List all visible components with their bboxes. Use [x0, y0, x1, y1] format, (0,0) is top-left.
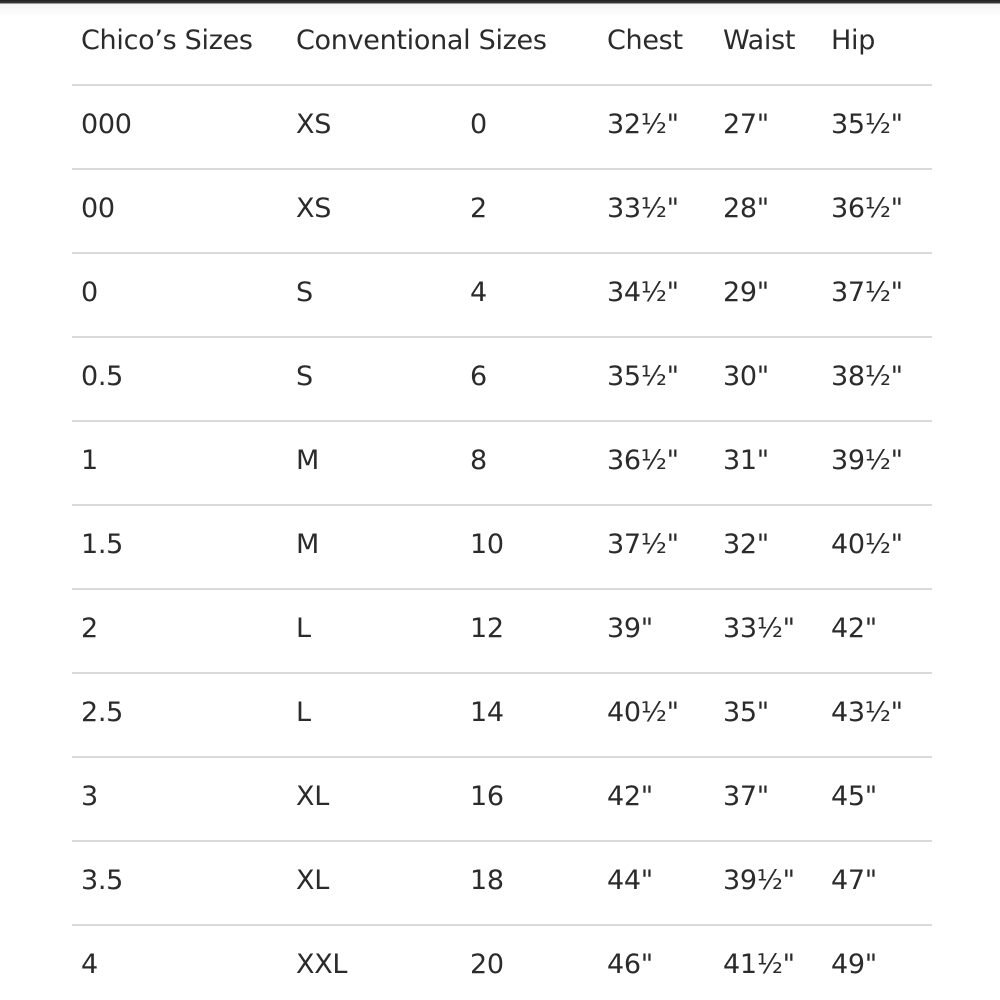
- cell-letter-size: XL: [296, 781, 329, 812]
- cell-numeric-size: 12: [470, 613, 504, 644]
- cell-letter-size: XS: [296, 193, 332, 224]
- table-row: [72, 840, 932, 926]
- cell-waist: 41½": [723, 949, 795, 980]
- cell-letter-size: L: [296, 613, 311, 644]
- cell-waist: 35": [723, 697, 769, 728]
- cell-numeric-size: 16: [470, 781, 504, 812]
- cell-hip: 37½": [831, 277, 903, 308]
- cell-waist: 27": [723, 109, 769, 140]
- cell-numeric-size: 6: [470, 361, 487, 392]
- cell-chicos-size: 0: [81, 277, 98, 308]
- cell-chicos-size: 1.5: [81, 529, 124, 560]
- cell-letter-size: XL: [296, 865, 329, 896]
- cell-chest: 35½": [607, 361, 679, 392]
- cell-chicos-size: 000: [81, 109, 132, 140]
- cell-waist: 30": [723, 361, 769, 392]
- table-header-row: [72, 0, 932, 86]
- cell-letter-size: L: [296, 697, 311, 728]
- cell-chicos-size: 4: [81, 949, 98, 980]
- cell-waist: 29": [723, 277, 769, 308]
- table-row: [72, 336, 932, 422]
- table-row: [72, 924, 932, 1000]
- table-row: [72, 252, 932, 338]
- cell-chest: 32½": [607, 109, 679, 140]
- cell-hip: 39½": [831, 445, 903, 476]
- cell-letter-size: XS: [296, 109, 332, 140]
- cell-chest: 42": [607, 781, 653, 812]
- cell-hip: 42": [831, 613, 877, 644]
- cell-chest: 34½": [607, 277, 679, 308]
- cell-hip: 38½": [831, 361, 903, 392]
- cell-numeric-size: 0: [470, 109, 487, 140]
- cell-hip: 35½": [831, 109, 903, 140]
- cell-numeric-size: 14: [470, 697, 504, 728]
- header-conventional-sizes: Conventional Sizes: [296, 25, 547, 56]
- cell-waist: 32": [723, 529, 769, 560]
- table-row: [72, 672, 932, 758]
- cell-hip: 49": [831, 949, 877, 980]
- cell-waist: 39½": [723, 865, 795, 896]
- table-row: [72, 504, 932, 590]
- size-chart-table: [72, 0, 932, 1000]
- cell-chest: 39": [607, 613, 653, 644]
- cell-chest: 37½": [607, 529, 679, 560]
- table-row: [72, 84, 932, 170]
- cell-chicos-size: 3.5: [81, 865, 124, 896]
- cell-waist: 37": [723, 781, 769, 812]
- cell-letter-size: M: [296, 529, 319, 560]
- cell-hip: 43½": [831, 697, 903, 728]
- cell-numeric-size: 18: [470, 865, 504, 896]
- cell-chest: 36½": [607, 445, 679, 476]
- cell-letter-size: S: [296, 361, 313, 392]
- cell-hip: 36½": [831, 193, 903, 224]
- table-row: [72, 420, 932, 506]
- cell-numeric-size: 4: [470, 277, 487, 308]
- header-hip: Hip: [831, 25, 876, 56]
- cell-numeric-size: 8: [470, 445, 487, 476]
- cell-chest: 44": [607, 865, 653, 896]
- cell-waist: 33½": [723, 613, 795, 644]
- cell-chest: 40½": [607, 697, 679, 728]
- table-row: [72, 168, 932, 254]
- cell-hip: 45": [831, 781, 877, 812]
- cell-chicos-size: 2.5: [81, 697, 124, 728]
- cell-chest: 33½": [607, 193, 679, 224]
- cell-numeric-size: 10: [470, 529, 504, 560]
- cell-chicos-size: 0.5: [81, 361, 124, 392]
- cell-hip: 47": [831, 865, 877, 896]
- cell-waist: 28": [723, 193, 769, 224]
- cell-chicos-size: 3: [81, 781, 98, 812]
- cell-chicos-size: 1: [81, 445, 98, 476]
- cell-chicos-size: 00: [81, 193, 115, 224]
- cell-numeric-size: 2: [470, 193, 487, 224]
- cell-letter-size: M: [296, 445, 319, 476]
- cell-letter-size: S: [296, 277, 313, 308]
- cell-chicos-size: 2: [81, 613, 98, 644]
- header-chicos-sizes: Chico’s Sizes: [81, 25, 253, 56]
- table-row: [72, 588, 932, 674]
- cell-hip: 40½": [831, 529, 903, 560]
- cell-chest: 46": [607, 949, 653, 980]
- cell-numeric-size: 20: [470, 949, 504, 980]
- header-chest: Chest: [607, 25, 683, 56]
- table-row: [72, 756, 932, 842]
- cell-letter-size: XXL: [296, 949, 348, 980]
- header-waist: Waist: [723, 25, 796, 56]
- cell-waist: 31": [723, 445, 769, 476]
